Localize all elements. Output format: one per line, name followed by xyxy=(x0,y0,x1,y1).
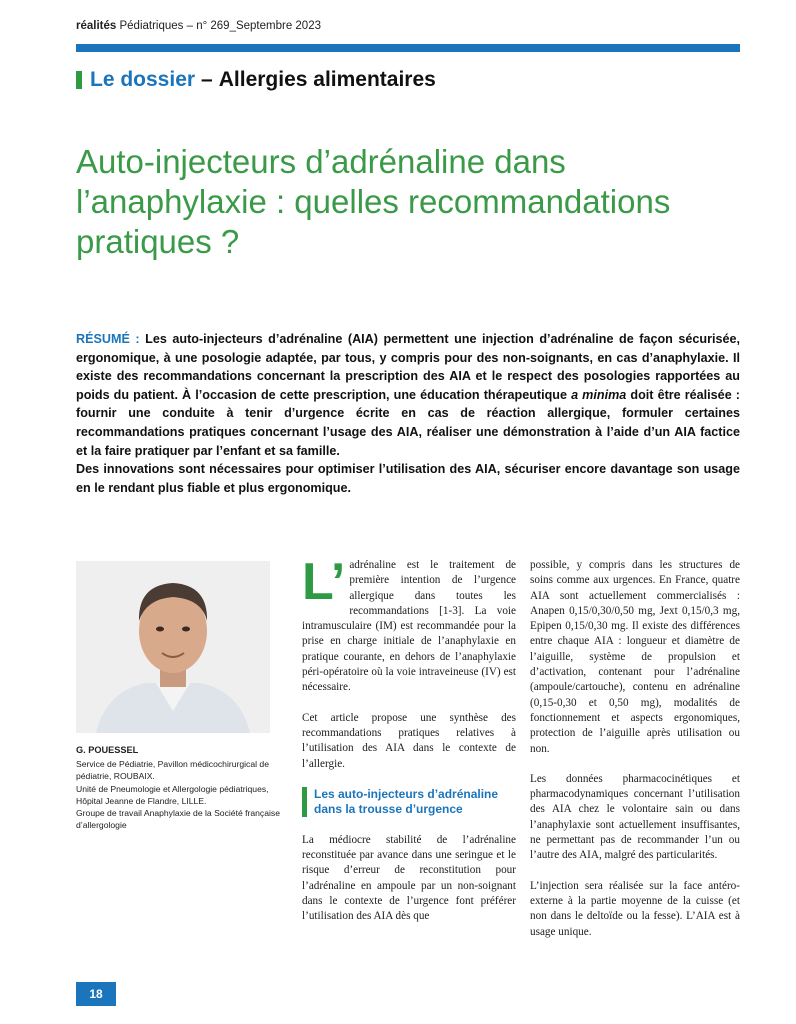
subheading-marker xyxy=(302,787,307,817)
section-dash: – xyxy=(201,68,213,91)
author-photo xyxy=(76,561,270,733)
body-column-1 xyxy=(302,553,516,940)
author-name: G. POUESSEL xyxy=(76,745,139,755)
subheading xyxy=(302,787,516,817)
author-affiliation-1: Service de Pédiatrie, Pavillon médicochirurgical de pédiatrie, ROUBAIX. xyxy=(76,759,269,782)
paragraph-devices: possible, y compris dans les structures de soins comme aux urgences. En France, quatre AIA sont actuellement commercialisés : Anapen 0,15/0,30/0,50 mg, Jext 0,15/0,3 mg, Epipen 0,15/0,30 mg. Il existe des différences entre chaque AIA : longueur et diamètre de l’aiguille, système de propulsion et d’activation, contenant pour l’adrénaline (ampoule/cartouche), contenu en adrénaline (0,15-0,30 et 0,50 mg), modalités de fonctionnement et aspects ergonomiques, protection de l’aiguille après utilisation ou non. xyxy=(530,559,740,755)
author-affiliation-2: Unité de Pneumologie et Allergologie pédiatriques, Hôpital Jeanne de Flandre, LILLE. xyxy=(76,783,269,806)
paragraph-synthesis: Cet article propose une synthèse des recommandations pratiques relatives à l’utilisation des AIA dans le contexte de l’allergie. xyxy=(302,711,516,770)
paragraph-pharmaco: Les données pharmacocinétiques et pharmacodynamiques concernant l’utilisation des AIA chez le volontaire sain ou dans l’anaphylaxie sont actuellement insuffisantes, ne permettant pas de recommander l’un ou l’autre des AIA, malgré des particularités. xyxy=(530,772,740,862)
subheading-text: Les auto-injecteurs d’adrénaline dans la trousse d’urgence xyxy=(314,786,499,816)
author-block xyxy=(76,744,296,831)
issue-info: Pédiatriques – n° 269_Septembre 2023 xyxy=(116,20,321,32)
intro-paragraph xyxy=(302,553,516,696)
abstract-paragraph-1 xyxy=(76,330,740,460)
section-marker xyxy=(76,71,82,89)
article-title: Auto-injecteurs d’adrénaline dans l’anaphylaxie : quelles recommandations pratiques ? xyxy=(76,143,671,260)
body-column-2 xyxy=(530,558,740,955)
abstract-text-a: Les auto-injecteurs d’adrénaline (AIA) permettent une injection d’adrénaline de façon sécurisée, ergonomique, à une posologie adaptée, par tous, y compris pour des non-soignants, en cas d’anaphylaxie. Il existe des recommandations concernant la prescription des AIA et le respect des posologies rapportées au poids du patient. À l’occasion de cette prescription, une éducation thérapeutique xyxy=(76,332,740,402)
paragraph-stability: La médiocre stabilité de l’adrénaline reconstituée par avance dans une seringue et le risque d’erreur de reconstitution pour l’adrénaline en ampoule par un non-soignant dans le contexte de l’urgence font préférer l’utilisation des AIA dès que xyxy=(302,833,516,923)
running-header xyxy=(76,20,321,32)
author-affiliation-3: Groupe de travail Anaphylaxie de la Société française d’allergologie xyxy=(76,808,280,831)
intro-text: adrénaline est le traitement de première intention de l’urgence allergique dans toutes les recommandations [1-3]. La voie intramusculaire (IM) est recommandée pour la prise en charge initiale de l’anaphylaxie en pratique courante, en dehors de l’anaphylaxie péri-opératoire où la voie intraveineuse (IV) est nécessaire. xyxy=(302,559,516,694)
abstract-text-b: doit être réalisée : fournir une conduite à tenir d’urgence écrite en cas de réaction allergique, formuler certaines recommandations pratiques concernant l’usage des AIA, réaliser une démonstration à l’aide d’un AIA factice et la faire pratiquer par l’enfant et sa famille. xyxy=(76,387,740,458)
page-number: 18 xyxy=(76,982,116,1006)
paragraph-injection: L’injection sera réalisée sur la face antéro-externe à la partie moyenne de la cuisse (et non dans le deltoïde ou la fesse). L’AIA est à usage unique. xyxy=(530,879,740,938)
abstract-emphasis: a minima xyxy=(571,387,627,402)
abstract xyxy=(76,330,740,497)
abstract-paragraph-2: Des innovations sont nécessaires pour optimiser l’utilisation des AIA, sécuriser encore davantage son usage en le rendant plus fiable et plus ergonomique. xyxy=(76,462,740,495)
section-label: Le dossier xyxy=(90,68,196,91)
section-heading xyxy=(76,68,436,92)
abstract-label: RÉSUMÉ : xyxy=(76,332,140,346)
section-topic: Allergies alimentaires xyxy=(218,68,436,91)
header-rule xyxy=(76,44,740,52)
drop-cap: L’ xyxy=(302,553,346,611)
journal-name: réalités xyxy=(76,20,117,32)
